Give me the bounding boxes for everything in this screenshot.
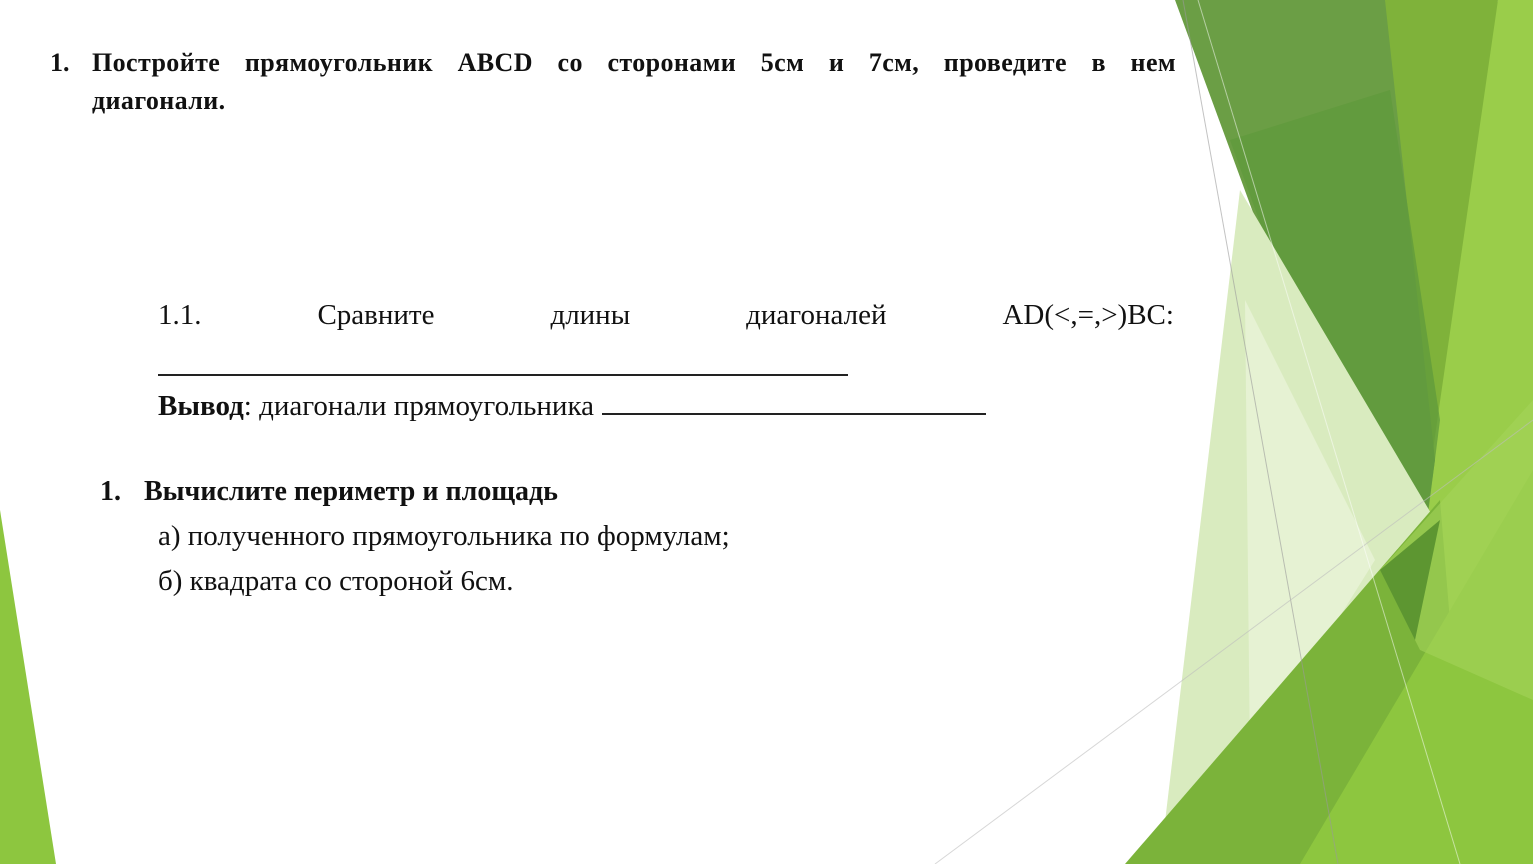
subtask-word: AD(<,=,>)BC: (1002, 299, 1174, 331)
subtask-1-1 (158, 295, 1174, 335)
task-2-item-b: б) квадрата со стороной 6см. (158, 565, 514, 597)
task-2-item-a: а) полученного прямоугольника по формулам; (158, 520, 730, 552)
subtask-word: Сравните (317, 299, 435, 331)
conclusion-blank (602, 383, 986, 415)
subtask-word: диагоналей (746, 299, 887, 331)
conclusion-label: Вывод (158, 390, 244, 422)
task-2-title: Вычислите периметр и площадь (144, 476, 558, 507)
task-2 (100, 472, 558, 512)
answer-blank-line (158, 374, 848, 376)
subtask-word: длины (550, 299, 631, 331)
task-1 (50, 44, 1176, 120)
conclusion-text: : диагонали прямоугольника (243, 390, 594, 422)
task-2-number: 1. (100, 476, 121, 507)
conclusion (158, 383, 986, 426)
task-1-text: Постройте прямоугольник ABCD со сторонами 5см и 7см, проведите в нем диагонали. (92, 48, 1176, 115)
task-1-number: 1. (50, 48, 70, 77)
subtask-number: 1.1. (158, 299, 202, 331)
